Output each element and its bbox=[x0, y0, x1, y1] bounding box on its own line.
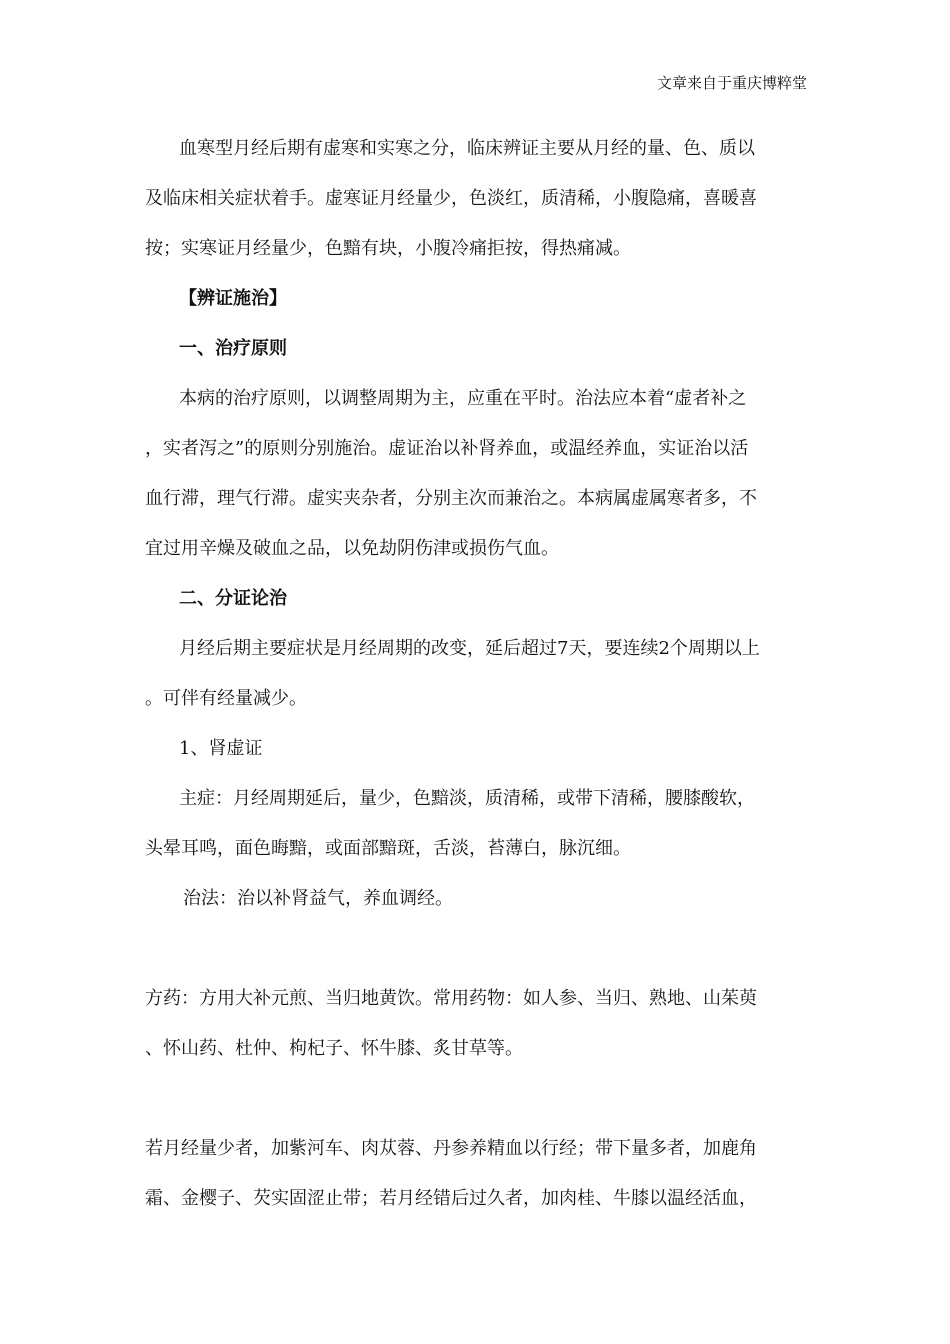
paragraph-line: 头晕耳鸣，面色晦黯，或面部黯斑，舌淡，苔薄白，脉沉细。 bbox=[145, 838, 631, 859]
subsection-heading: 1、肾虚证 bbox=[179, 738, 263, 759]
blank-line bbox=[145, 1074, 805, 1124]
paragraph-line: 。可伴有经量减少。 bbox=[145, 688, 307, 709]
paragraph-line: ，实者泻之”的原则分别施治。虚证治以补肾养血，或温经养血，实证治以活 bbox=[145, 438, 749, 459]
section-heading: 二、分证论治 bbox=[179, 588, 287, 609]
paragraph-line: 治法：治以补肾益气，养血调经。 bbox=[183, 888, 453, 909]
paragraph-line: 血行滞，理气行滞。虚实夹杂者，分别主次而兼治之。本病属虚属寒者多，不 bbox=[145, 488, 757, 509]
paragraph-line: 、怀山药、杜仲、枸杞子、怀牛膝、炙甘草等。 bbox=[145, 1038, 523, 1059]
section-heading: 【辨证施治】 bbox=[179, 288, 287, 309]
paragraph-line: 若月经量少者，加紫河车、肉苁蓉、丹参养精血以行经；带下量多者，加鹿角 bbox=[145, 1138, 757, 1159]
paragraph-line: 方药：方用大补元煎、当归地黄饮。常用药物：如人参、当归、熟地、山茱萸 bbox=[145, 988, 757, 1009]
paragraph-line: 及临床相关症状着手。虚寒证月经量少，色淡红，质清稀，小腹隐痛，喜暖喜 bbox=[145, 188, 757, 209]
blank-line bbox=[145, 924, 805, 974]
source-header: 文章来自于重庆博粹堂 bbox=[656, 74, 807, 92]
paragraph-line: 主症：月经周期延后，量少，色黯淡，质清稀，或带下清稀，腰膝酸软， bbox=[179, 788, 755, 809]
paragraph-line: 宜过用辛燥及破血之品，以免劫阴伤津或损伤气血。 bbox=[145, 538, 559, 559]
paragraph-line: 本病的治疗原则，以调整周期为主，应重在平时。治法应本着“虚者补之 bbox=[179, 388, 747, 409]
section-heading: 一、治疗原则 bbox=[179, 338, 287, 359]
paragraph-line: 霜、金樱子、芡实固涩止带；若月经错后过久者，加肉桂、牛膝以温经活血， bbox=[145, 1188, 757, 1209]
document-body bbox=[145, 124, 805, 1224]
paragraph-line: 按；实寒证月经量少，色黯有块，小腹冷痛拒按，得热痛减。 bbox=[145, 238, 631, 259]
paragraph-line: 血寒型月经后期有虚寒和实寒之分，临床辨证主要从月经的量、色、质以 bbox=[179, 138, 755, 159]
paragraph-line: 月经后期主要症状是月经周期的改变，延后超过7天，要连续2个周期以上 bbox=[179, 638, 760, 659]
